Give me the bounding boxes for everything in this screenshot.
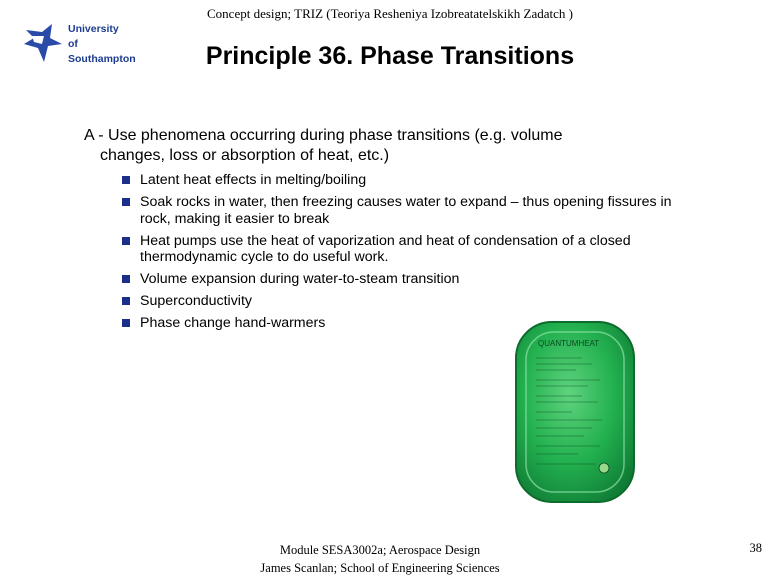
bullet-item: Superconductivity — [122, 293, 682, 310]
footer-line2: James Scanlan; School of Engineering Sciences — [260, 561, 500, 575]
ship-logo-icon — [22, 22, 64, 66]
square-bullet-icon — [122, 237, 130, 245]
bullet-item: Soak rocks in water, then freezing causes water to expand – thus opening fissures in rock, making it easier to break — [122, 194, 682, 227]
bullet-item: Latent heat effects in melting/boiling — [122, 172, 682, 189]
square-bullet-icon — [122, 198, 130, 206]
square-bullet-icon — [122, 176, 130, 184]
bullet-item: Heat pumps use the heat of vaporization and heat of condensation of a closed thermodynamic cycle to do useful work. — [122, 233, 682, 266]
bullet-item: Volume expansion during water-to-steam transition — [122, 271, 682, 288]
main-point-line2: changes, loss or absorption of heat, etc.) — [100, 147, 390, 164]
page-number: 38 — [749, 541, 762, 555]
square-bullet-icon — [122, 275, 130, 283]
main-point — [84, 126, 684, 166]
footer-line1: Module SESA3002a; Aerospace Design — [279, 543, 481, 557]
main-point-line1: A - Use phenomena occurring during phase transitions (e.g. volume — [84, 127, 563, 144]
bullet-item: Phase change hand-warmers — [122, 315, 682, 332]
square-bullet-icon — [122, 319, 130, 327]
square-bullet-icon — [122, 297, 130, 305]
logo-line1: University — [68, 23, 119, 35]
bullet-list — [122, 172, 682, 337]
logo-line2: of Southampton — [68, 38, 136, 65]
slide-header: Concept design; TRIZ (Teoriya Resheniya Izobreatatelskikh Zadatch ) — [207, 6, 573, 21]
slide-footer — [230, 541, 530, 577]
slide-title: Principle 36. Phase Transitions — [205, 42, 575, 70]
hand-warmer-image — [512, 318, 638, 506]
svg-text:QUANTUMHEAT: QUANTUMHEAT — [538, 339, 600, 348]
